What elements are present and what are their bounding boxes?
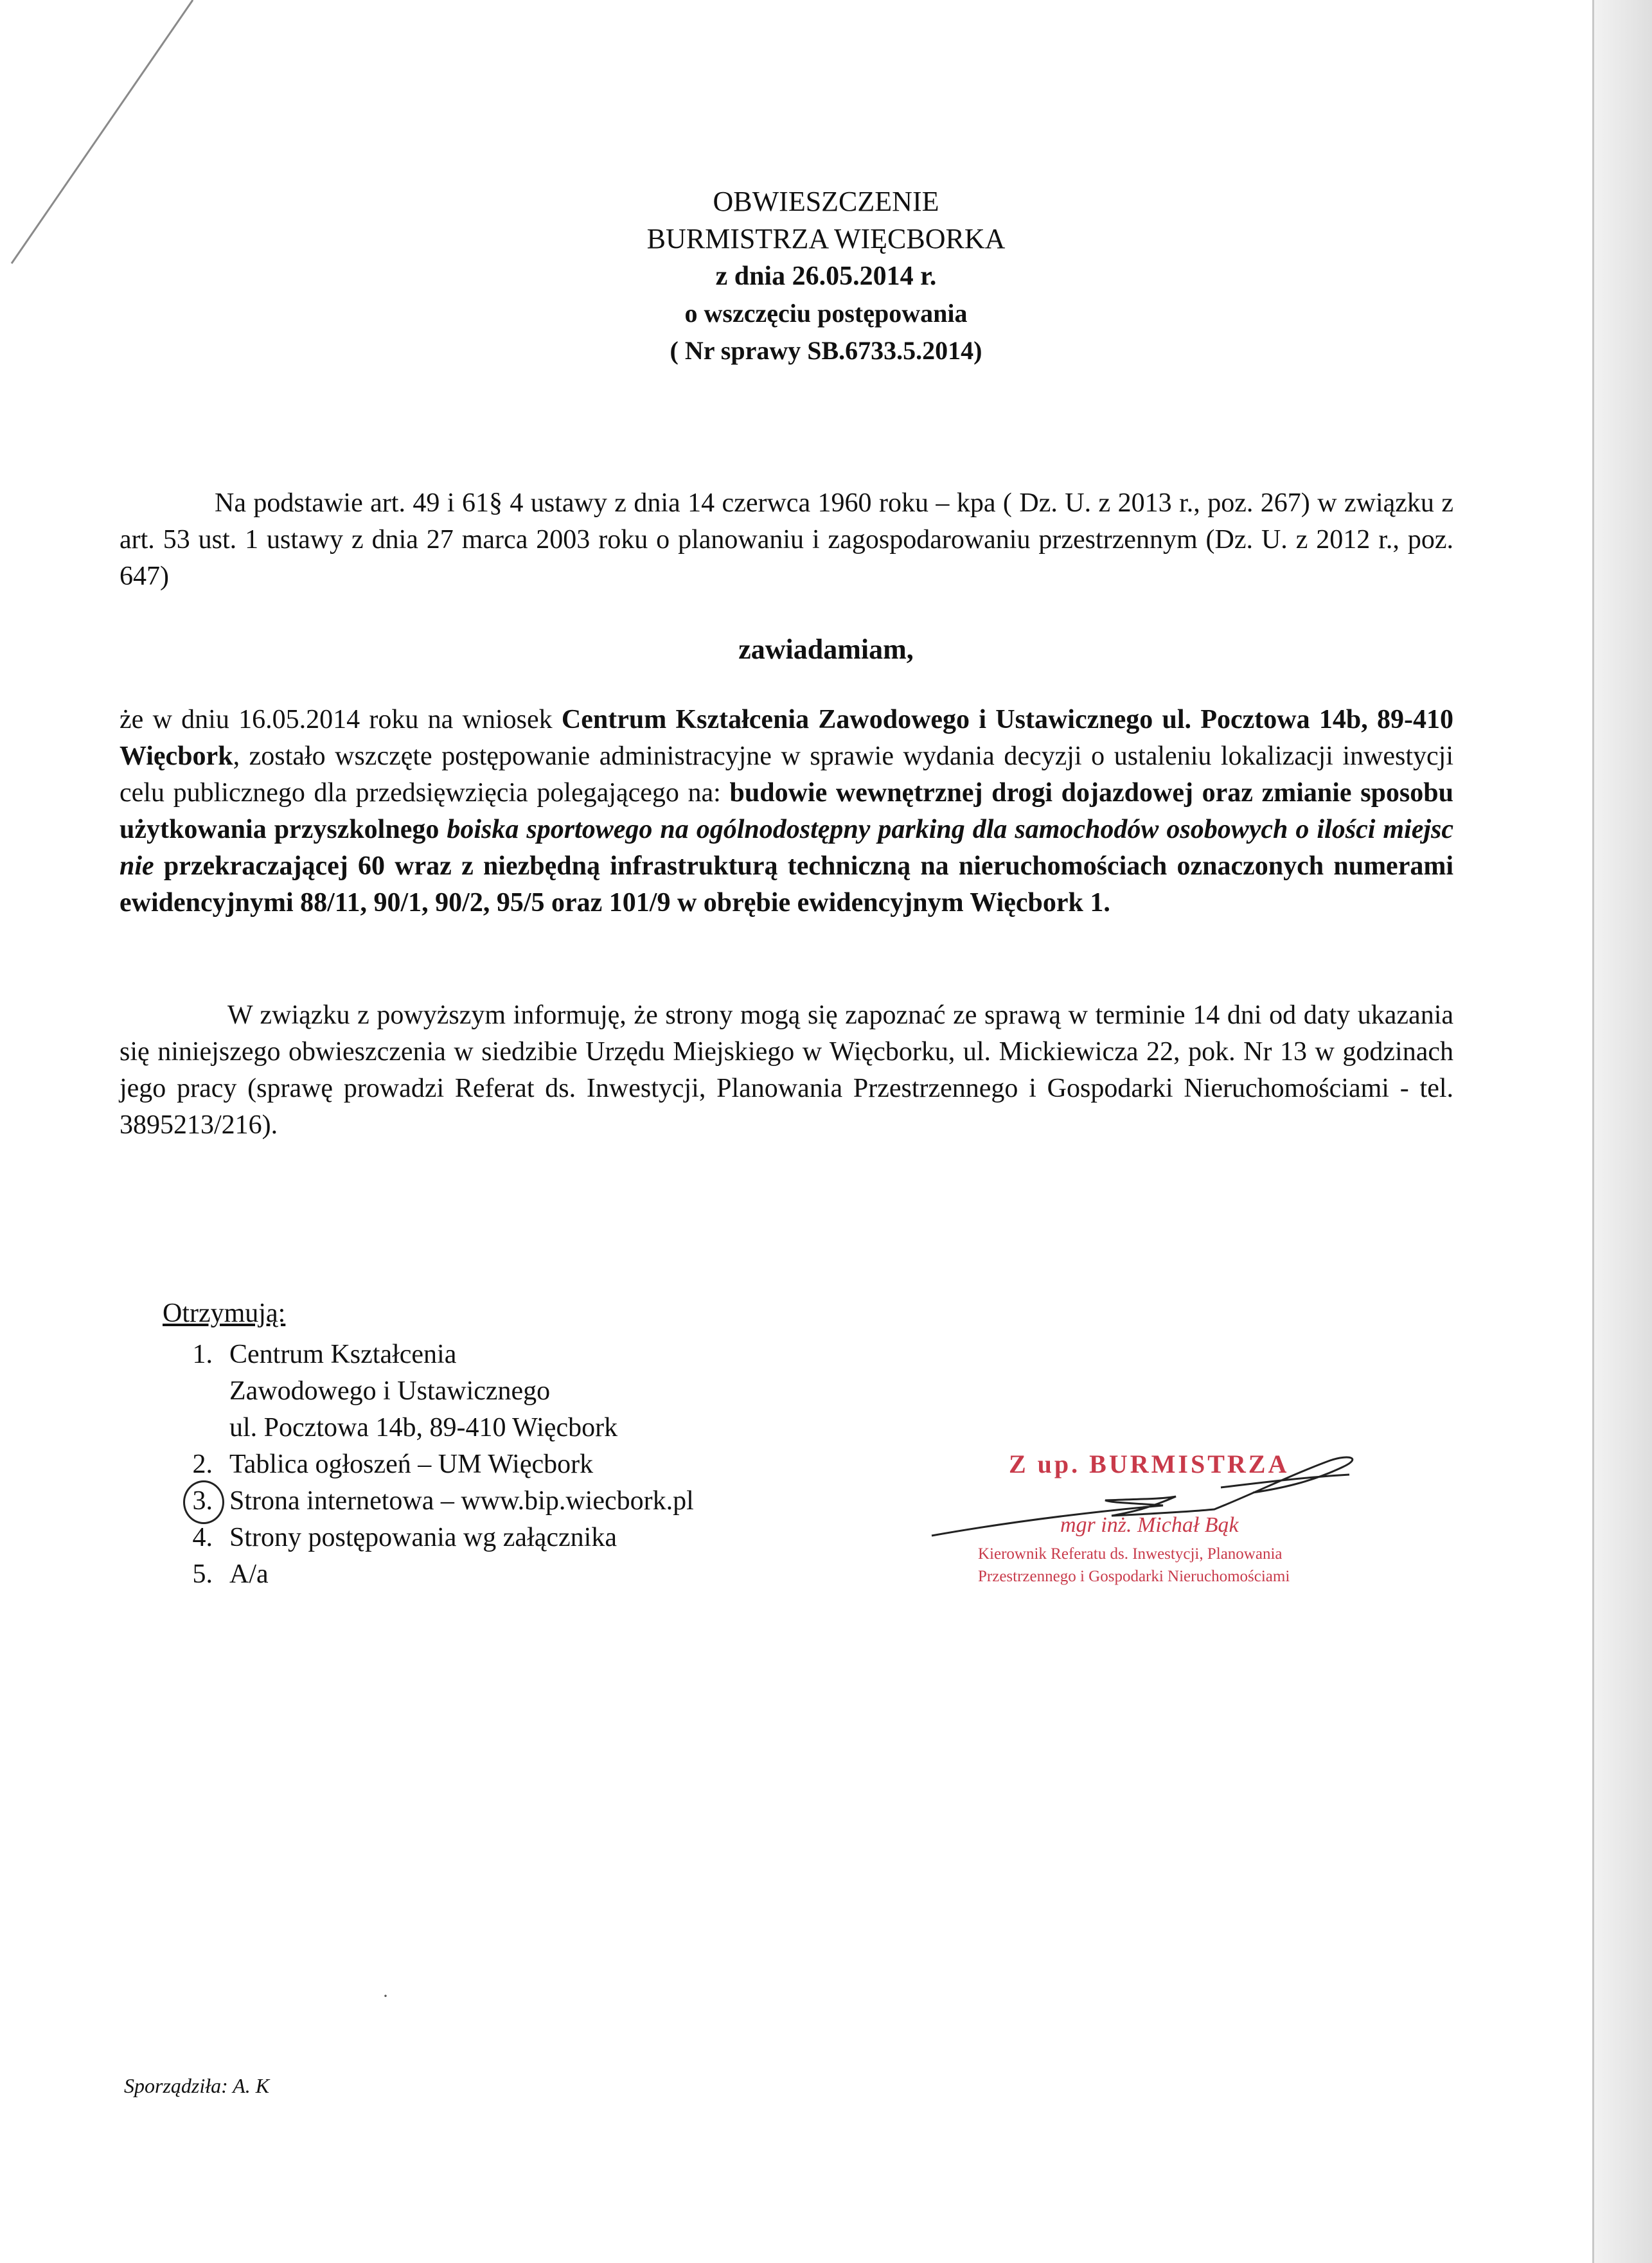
recipients-title: Otrzymują: xyxy=(163,1299,286,1328)
recipient-line: A/a xyxy=(229,1559,269,1589)
recipient-line: Zawodowego i Ustawicznego xyxy=(229,1376,551,1406)
recipient-item xyxy=(163,1483,869,1520)
recipient-line: Strona internetowa – www.bip.wiecbork.pl xyxy=(229,1486,694,1516)
issuer-title: BURMISTRZA WIĘCBORKA xyxy=(646,223,1006,254)
project-desc-2: boiska sportowego na ogólnodostępny parking dla samochodów osobowych o ilości miejsc nie xyxy=(120,815,1454,881)
official-stamp xyxy=(919,1449,1381,1616)
notice-text-2: , zostało wszczęte postępowanie administracyjne w sprawie wydania decyzji o ustaleniu lokalizacji inwestycji celu publicznego dla przedsięwzięcia polegającego na: xyxy=(120,741,1453,808)
stamp-role-line-2: Przestrzennego i Gospodarki Nieruchomościami xyxy=(978,1568,1290,1585)
recipient-item xyxy=(163,1556,869,1593)
notice-text-1: że w dniu 16.05.2014 roku na wniosek xyxy=(120,705,562,734)
announcement-word: zawiadamiam, xyxy=(738,634,914,665)
recipient-text xyxy=(229,1336,869,1446)
document-header xyxy=(0,183,1652,369)
recipient-line: Centrum Kształcenia xyxy=(229,1340,457,1369)
legal-basis-paragraph: Na podstawie art. 49 i 61§ 4 ustawy z dnia 14 czerwca 1960 roku – kpa ( Dz. U. z 2013 r., poz. 267) w związku z art. 53 ust. 1 ustawy z dnia 27 marca 2003 roku o planowaniu i zagospodarowaniu przestrzennym (Dz. U. z 2012 r., poz. 647) xyxy=(120,488,1453,591)
recipient-line: ul. Pocztowa 14b, 89-410 Więcbork xyxy=(229,1413,618,1442)
handwritten-circle-mark xyxy=(183,1480,224,1524)
recipient-number-text: 3. xyxy=(192,1486,213,1516)
project-desc-1: budowie wewnętrznej drogi dojazdowej oraz zmianie sposobu użytkowania przyszkolnego xyxy=(120,778,1453,844)
recipient-line: Tablica ogłoszeń – UM Więcbork xyxy=(229,1450,594,1479)
handwritten-signature xyxy=(919,1449,1381,1616)
doc-type-title: OBWIESZCZENIE xyxy=(713,186,939,217)
recipient-number: 1. xyxy=(192,1340,213,1369)
recipient-item xyxy=(163,1446,869,1483)
doc-date: z dnia 26.05.2014 r. xyxy=(715,262,937,291)
stamp-role-line-1: Kierownik Referatu ds. Inwestycji, Planowania xyxy=(978,1545,1283,1563)
scan-speck: · xyxy=(382,1985,389,2007)
recipient-number: 4. xyxy=(192,1523,213,1552)
recipient-number: 2. xyxy=(192,1450,213,1479)
project-desc-3: przekraczającej 60 wraz z niezbędną infrastrukturą techniczną na nieruchomościach oznaczonych numerami ewidencyjnymi 88/11, 90/1, 90/2, 95/5 oraz 101/9 w obrębie ewidencyjnym Więcbork 1. xyxy=(120,851,1453,918)
recipient-item xyxy=(163,1336,869,1446)
recipient-number xyxy=(163,1483,229,1520)
doc-subject: o wszczęciu postępowania xyxy=(684,299,968,328)
stamp-name: mgr inż. Michał Bąk xyxy=(1060,1513,1239,1537)
notice-paragraph xyxy=(120,702,1453,921)
recipients-list xyxy=(163,1336,869,1593)
recipient-line: Strony postępowania wg załącznika xyxy=(229,1523,617,1552)
prepared-by: Sporządziła: A. K xyxy=(124,2074,270,2097)
recipient-item xyxy=(163,1520,869,1556)
stamp-title: Z up. BURMISTRZA xyxy=(1009,1450,1290,1478)
information-paragraph: W związku z powyższym informuję, że strony mogą się zapoznać ze sprawą w terminie 14 dni od daty ukazania się niniejszego obwieszczenia w siedzibie Urzędu Miejskiego w Więcborku, ul. Mickiewicza 22, pok. Nr 13 w godzinach jego pracy (sprawę prowadzi Referat ds. Inwestycji, Planowania Przestrzennego i Gospodarki Nieruchomościami - tel. 3895213/216). xyxy=(120,1000,1453,1140)
case-number: ( Nr sprawy SB.6733.5.2014) xyxy=(670,336,982,365)
recipient-number: 5. xyxy=(192,1559,213,1589)
applicant-name: Centrum Kształcenia Zawodowego i Ustawicznego ul. Pocztowa 14b, 89-410 Więcbork xyxy=(120,705,1454,771)
